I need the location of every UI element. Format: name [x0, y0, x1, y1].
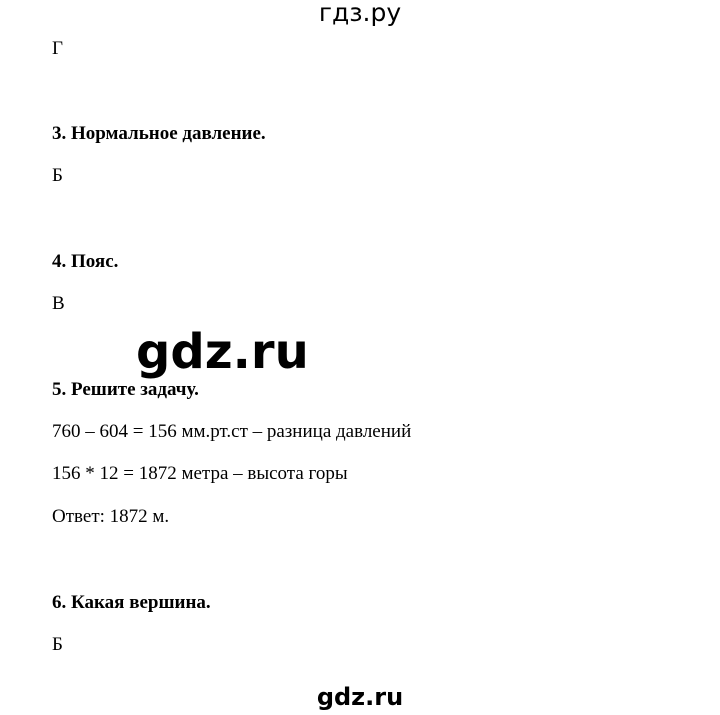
question-6-answer: Б	[52, 634, 63, 655]
question-4-heading: 4. Пояс.	[52, 251, 119, 272]
answer-previous-question: Г	[52, 38, 63, 59]
question-5-calc-line-1: 760 – 604 = 156 мм.рт.ст – разница давлений	[52, 421, 412, 442]
watermark-top: гдз.ру	[318, 0, 402, 27]
question-5-heading: 5. Решите задачу.	[52, 379, 199, 400]
question-3-heading: 3. Нормальное давление.	[52, 123, 266, 144]
question-5-answer: Ответ: 1872 м.	[52, 506, 170, 527]
question-5-calc-line-2: 156 * 12 = 1872 метра – высота горы	[52, 463, 348, 484]
question-4-answer: В	[52, 293, 65, 314]
watermark-bottom: gdz.ru	[316, 683, 404, 711]
watermark-middle: gdz.ru	[136, 324, 309, 380]
question-6-heading: 6. Какая вершина.	[52, 592, 211, 613]
question-3-answer: Б	[52, 165, 63, 186]
